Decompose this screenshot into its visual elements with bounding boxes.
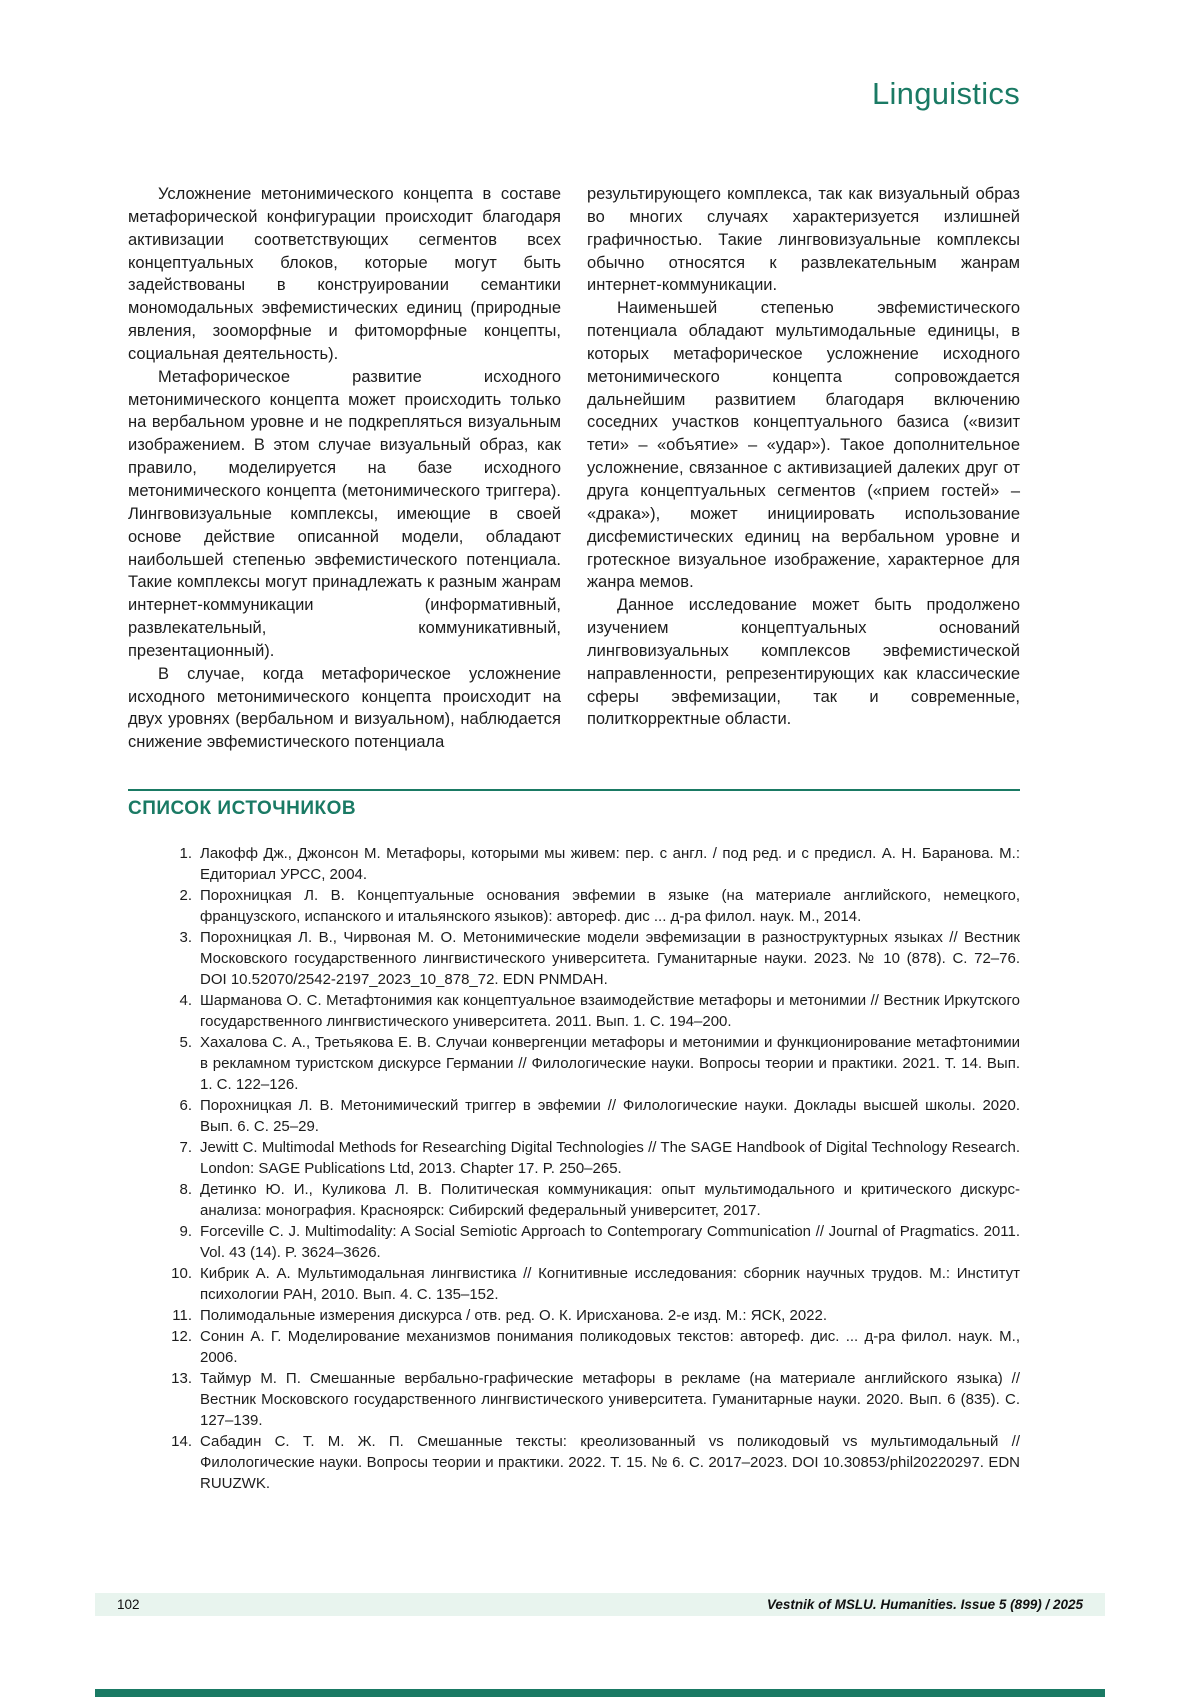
reference-text: Сабадин С. Т. М. Ж. П. Смешанные тексты: креолизованный vs поликодовый vs мультимодальный // Филологические науки. Вопросы теории и практики. 2022. Т. 15. № 6. С. 2017–2023. DOI 10.30853/phil20220297. EDN RUUZWK. bbox=[200, 1433, 1020, 1492]
reference-text: Шарманова О. С. Метафтонимия как концептуальное взаимодействие метафоры и метонимии // Вестник Иркутского государственного лингвистического университета. 2011. Вып. 1. С. 194–200. bbox=[200, 992, 1020, 1030]
paragraph-continuation: результирующего комплекса, так как визуальный образ во многих случаях характеризуется излишней графичностью. Такие лингвовизуальные комплексы обычно относятся к развлекательным жанрам интернет-коммуникации. bbox=[587, 185, 1020, 295]
reference-text: Хахалова С. А., Третьякова Е. В. Случаи конвергенции метафоры и метонимии и функционирование метафтонимии в рекламном туристском дискурсе Германии // Филологические науки. Вопросы теории и практики. 2021. Т. 14. Вып. 1. С. 122–126. bbox=[200, 1034, 1020, 1093]
reference-number: 8. bbox=[179, 1181, 192, 1198]
paragraph: В случае, когда метафорическое усложнение исходного метонимического концепта происходит на двух уровнях (вербальном и визуальном), наблюдается снижение эвфемистического потенциала bbox=[128, 664, 561, 752]
reference-text: Jewitt C. Multimodal Methods for Researching Digital Technologies // The SAGE Handbook of Digital Technology Research. London: SAGE Publications Ltd, 2013. Chapter 17. P. 250–265. bbox=[200, 1139, 1020, 1177]
reference-item bbox=[128, 1263, 1020, 1305]
reference-item bbox=[128, 1221, 1020, 1263]
reference-number: 14. bbox=[171, 1433, 192, 1450]
reference-item bbox=[128, 1431, 1020, 1494]
footer-journal-title: Vestnik of MSLU. Humanities. Issue 5 (899) / 2025 bbox=[766, 1597, 1083, 1612]
section-divider-rule bbox=[128, 789, 1020, 791]
footer-page-number: 102 bbox=[117, 1597, 140, 1612]
reference-number: 3. bbox=[179, 929, 192, 946]
reference-item bbox=[128, 927, 1020, 990]
reference-item bbox=[128, 1032, 1020, 1095]
reference-text: Таймур М. П. Смешанные вербально-графические метафоры в рекламе (на материале английского языка) // Вестник Московского государственного лингвистического университета. Гуманитарные науки. 2020. Вып. 6 (835). С. 127–139. bbox=[200, 1370, 1020, 1429]
references-list bbox=[128, 843, 1020, 1494]
reference-number: 6. bbox=[179, 1097, 192, 1114]
reference-number: 11. bbox=[172, 1307, 192, 1324]
reference-item bbox=[128, 885, 1020, 927]
bottom-accent-bar bbox=[95, 1689, 1105, 1697]
reference-number: 1. bbox=[179, 845, 192, 862]
sources-heading: СПИСОК ИСТОЧНИКОВ bbox=[128, 798, 357, 819]
reference-text: Детинко Ю. И., Куликова Л. В. Политическая коммуникация: опыт мультимодального и критического дискурс-анализа: монография. Красноярск: Сибирский федеральный университет, 2017. bbox=[200, 1181, 1020, 1219]
article-body bbox=[128, 183, 1020, 754]
paragraph: Метафорическое развитие исходного метонимического концепта может происходить только на вербальном уровне и не подкрепляться визуальным изображением. В этом случае визуальный образ, как правило, моделируется на базе исходного метонимического концепта (метонимического триггера). Лингвовизуальные комплексы, имеющие в своей основе действие описанной модели, обладают наибольшей степенью эвфемистического потенциала. Такие комплексы могут принадлежать к разным жанрам интернет-коммуникации (информативный, развлекательный, коммуникативный, презентационный). bbox=[128, 367, 561, 660]
left-column bbox=[128, 183, 561, 754]
reference-item bbox=[128, 1305, 1020, 1326]
paragraph: Наименьшей степенью эвфемистического потенциала обладают мультимодальные единицы, в которых метафорическое усложнение исходного метонимического концепта сопровождается дальнейшим развитием благодаря включению соседних участков концептуального базиса («визит тети» – «объятие» – «удар»). Такое дополнительное усложнение, связанное с активизацией далеких друг от друга концептуальных сегментов («прием гостей» – «драка»), может инициировать использование дисфемистических единиц на вербальном уровне и гротескное визуальное изображение, характерное для жанра мемов. bbox=[587, 299, 1020, 592]
reference-item bbox=[128, 843, 1020, 885]
reference-item bbox=[128, 990, 1020, 1032]
reference-number: 4. bbox=[179, 992, 192, 1009]
reference-number: 9. bbox=[179, 1223, 192, 1240]
reference-text: Кибрик А. А. Мультимодальная лингвистика // Когнитивные исследования: сборник научных трудов. М.: Институт психологии РАН, 2010. Вып. 4. С. 135–152. bbox=[200, 1265, 1020, 1303]
paragraph: Усложнение метонимического концепта в составе метафорической конфигурации происходит благодаря активизации соответствующих сегментов всех концептуальных блоков, которые могут быть задействованы в конструировании семантики мономодальных эвфемистических единиц (природные явления, зооморфные и фитоморфные концепты, социальная деятельность). bbox=[128, 185, 561, 363]
reference-text: Сонин А. Г. Моделирование механизмов понимания поликодовых текстов: автореф. дис. ... д-ра филол. наук. М., 2006. bbox=[200, 1328, 1020, 1366]
reference-item bbox=[128, 1326, 1020, 1368]
right-column bbox=[587, 183, 1020, 754]
reference-number: 7. bbox=[179, 1139, 192, 1156]
reference-text: Порохницкая Л. В. Концептуальные основания эвфемии в языке (на материале английского, немецкого, французского, испанского и итальянского языков): автореф. дис ... д-ра филол. наук. М., 2014. bbox=[200, 887, 1020, 925]
reference-text: Полимодальные измерения дискурса / отв. ред. О. К. Ирисханова. 2-е изд. М.: ЯСК, 2022. bbox=[200, 1307, 828, 1324]
reference-item bbox=[128, 1095, 1020, 1137]
reference-item bbox=[128, 1368, 1020, 1431]
reference-text: Forceville C. J. Multimodality: A Social Semiotic Approach to Contemporary Communication // Journal of Pragmatics. 2011. Vol. 43 (14). P. 3624–3626. bbox=[200, 1223, 1020, 1261]
reference-number: 5. bbox=[179, 1034, 192, 1051]
page-footer bbox=[95, 1593, 1105, 1616]
reference-text: Порохницкая Л. В., Чирвоная М. О. Метонимические модели эвфемизации в разноструктурных языках // Вестник Московского государственного лингвистического университета. Гуманитарные науки. 2023. № 10 (878). С. 72–76. DOI 10.52070/2542-2197_2023_10_878_72. EDN PNMDAH. bbox=[200, 929, 1020, 988]
running-head-section: Linguistics bbox=[871, 76, 1020, 111]
reference-text: Порохницкая Л. В. Метонимический триггер в эвфемии // Филологические науки. Доклады высшей школы. 2020. Вып. 6. С. 25–29. bbox=[200, 1097, 1020, 1135]
reference-item bbox=[128, 1137, 1020, 1179]
reference-text: Лакофф Дж., Джонсон М. Метафоры, которыми мы живем: пер. с англ. / под ред. и с предисл. А. Н. Баранова. М.: Едиториал УРСС, 2004. bbox=[200, 845, 1020, 883]
reference-number: 2. bbox=[179, 887, 192, 904]
sources-section bbox=[128, 789, 1020, 1494]
reference-number: 12. bbox=[171, 1328, 192, 1345]
paragraph: Данное исследование может быть продолжено изучением концептуальных оснований лингвовизуальных комплексов эвфемистической направленности, репрезентирующих как классические сферы эвфемизации, так и современные, политкорректные области. bbox=[587, 596, 1020, 729]
reference-number: 13. bbox=[171, 1370, 192, 1387]
reference-item bbox=[128, 1179, 1020, 1221]
reference-number: 10. bbox=[171, 1265, 192, 1282]
